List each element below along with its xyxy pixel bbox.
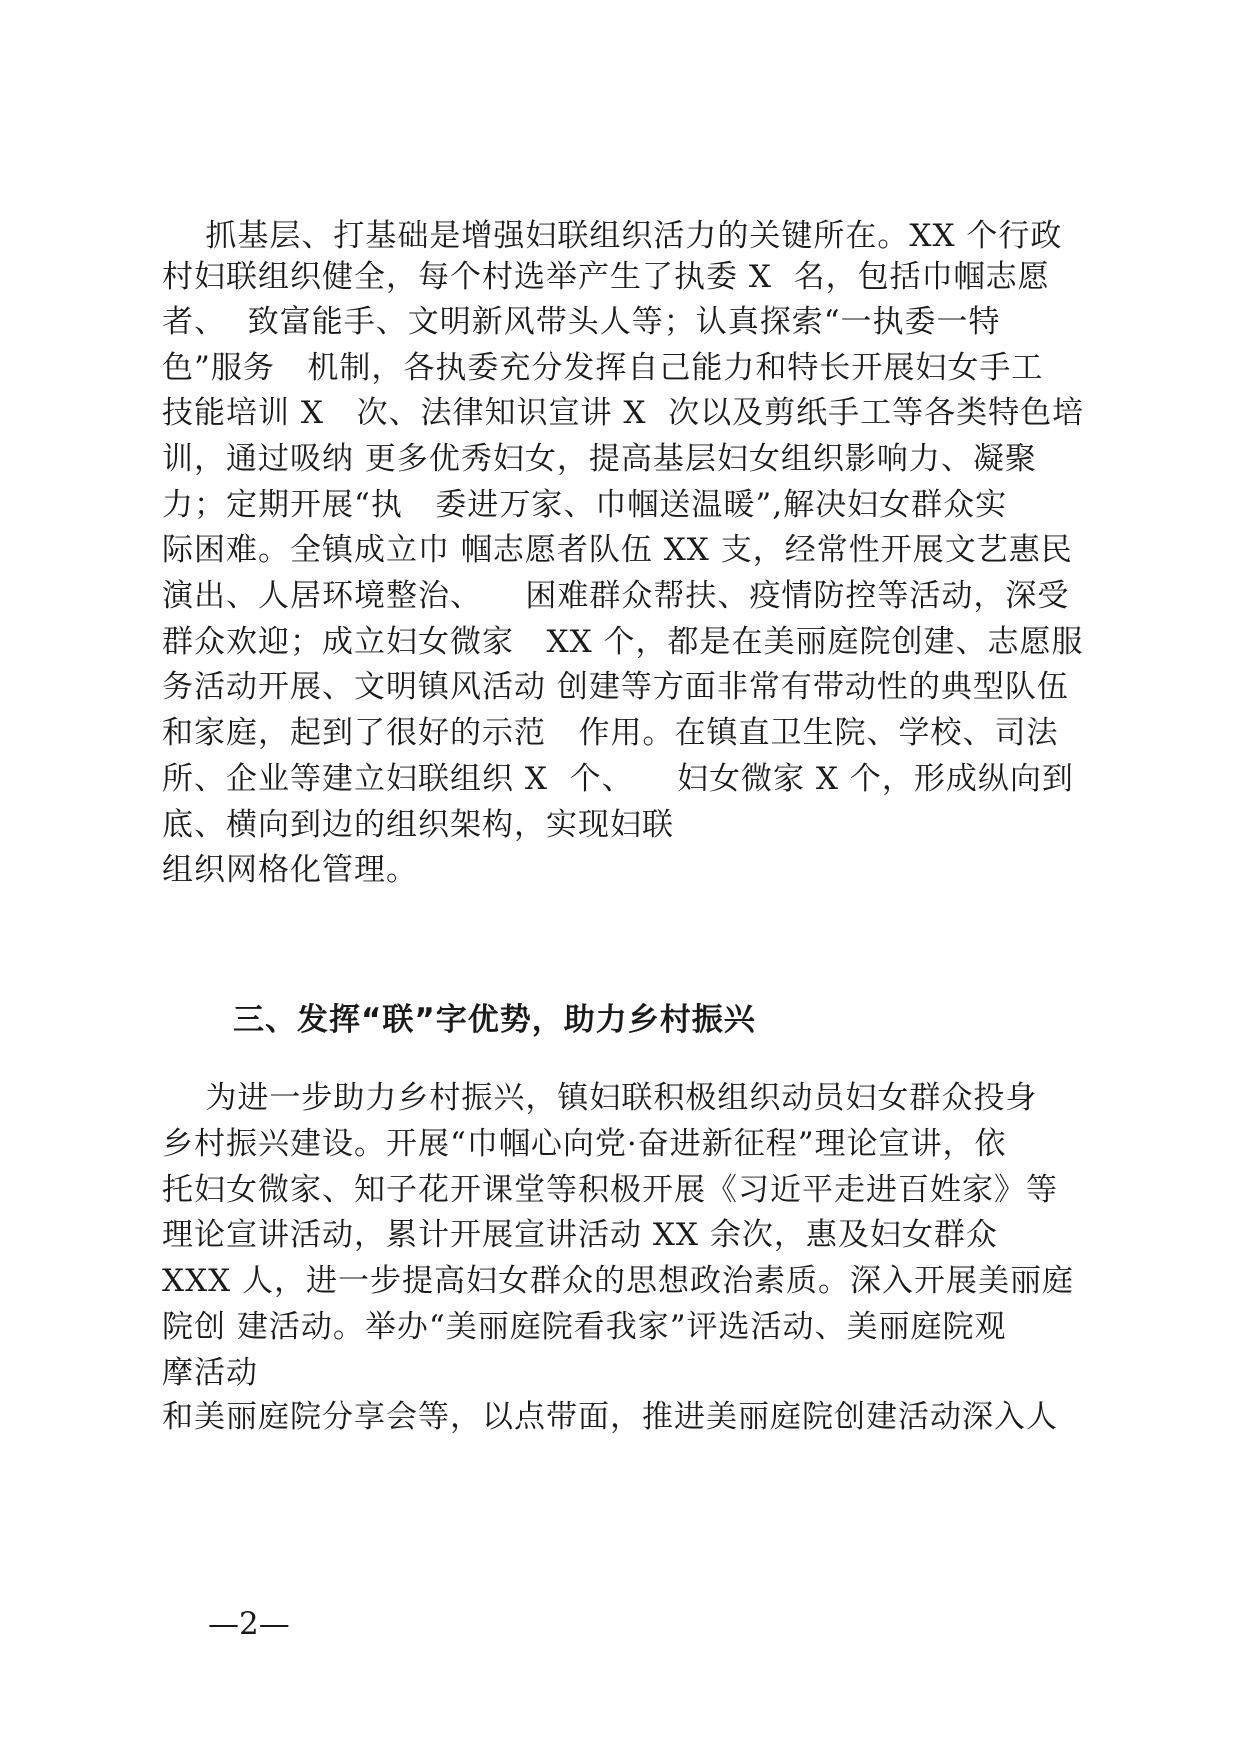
text-line: 和家庭，起到了很好的示范 作用。在镇直卫生院、学校、司法	[162, 715, 1059, 751]
text-line: 村妇联组织健全，每个村选举产生了执委 X 名，包括巾帼志愿	[162, 259, 1050, 295]
text-line: 抓基层、打基础是增强妇联组织活力的关键所在。XX 个行政	[162, 218, 1063, 254]
section-heading: 三、发挥“联”字优势，助力乡村振兴	[233, 1002, 756, 1038]
text-line: 群众欢迎；成立妇女微家 XX 个，都是在美丽庭院创建、志愿服	[162, 624, 1084, 660]
text-line: 技能培训 X 次、法律知识宣讲 X 次以及剪纸手工等各类特色培	[162, 395, 1085, 431]
text-line: 和美丽庭院分享会等，以点带面，推进美丽庭院创建活动深入人	[162, 1399, 1058, 1435]
text-line: 理论宣讲活动，累计开展宣讲活动 XX 余次，惠及妇女群众	[162, 1217, 998, 1253]
text-line: 乡村振兴建设。开展“巾帼心向党·奋进新征程”理论宣讲，依	[162, 1126, 1007, 1162]
text-line: 演出、人居环境整治、 困难群众帮扶、疫情防控等活动，深受	[162, 578, 1070, 614]
text-line: 力；定期开展“执 委进万家、巾帼送温暖”,解决妇女群众实	[162, 487, 1008, 523]
text-line: 托妇女微家、知子花开课堂等积极开展《习近平走进百姓家》等	[162, 1172, 1058, 1208]
text-line: 际困难。全镇成立巾 帼志愿者队伍 XX 支，经常性开展文艺惠民	[162, 532, 1073, 568]
text-line: 色”服务 机制，各执委充分发挥自己能力和特长开展妇女手工	[162, 350, 1044, 386]
text-line: 底、横向到边的组织架构，实现妇联	[162, 807, 674, 843]
text-line: 所、企业等建立妇联组织 X 个、 妇女微家 X 个，形成纵向到	[162, 761, 1074, 797]
page-number: —2—	[208, 1606, 290, 1642]
text-line: 者、 致富能手、文明新风带头人等；认真探索“一执委一特	[162, 304, 1001, 340]
text-line: 组织网格化管理。	[162, 852, 418, 888]
text-line: 为进一步助力乡村振兴，镇妇联积极组织动员妇女群众投身	[162, 1080, 1038, 1116]
text-line: 务活动开展、文明镇风活动 创建等方面非常有带动性的典型队伍	[162, 669, 1069, 705]
text-line: 摩活动	[162, 1355, 258, 1391]
text-line: 训，通过吸纳 更多优秀妇女，提高基层妇女组织影响力、凝聚	[162, 441, 1037, 477]
text-line: XXX 人，进一步提高妇女群众的思想政治素质。深入开展美丽庭	[162, 1263, 1075, 1299]
text-line: 院创 建活动。举办“美丽庭院看我家”评选活动、美丽庭院观	[162, 1309, 1007, 1345]
